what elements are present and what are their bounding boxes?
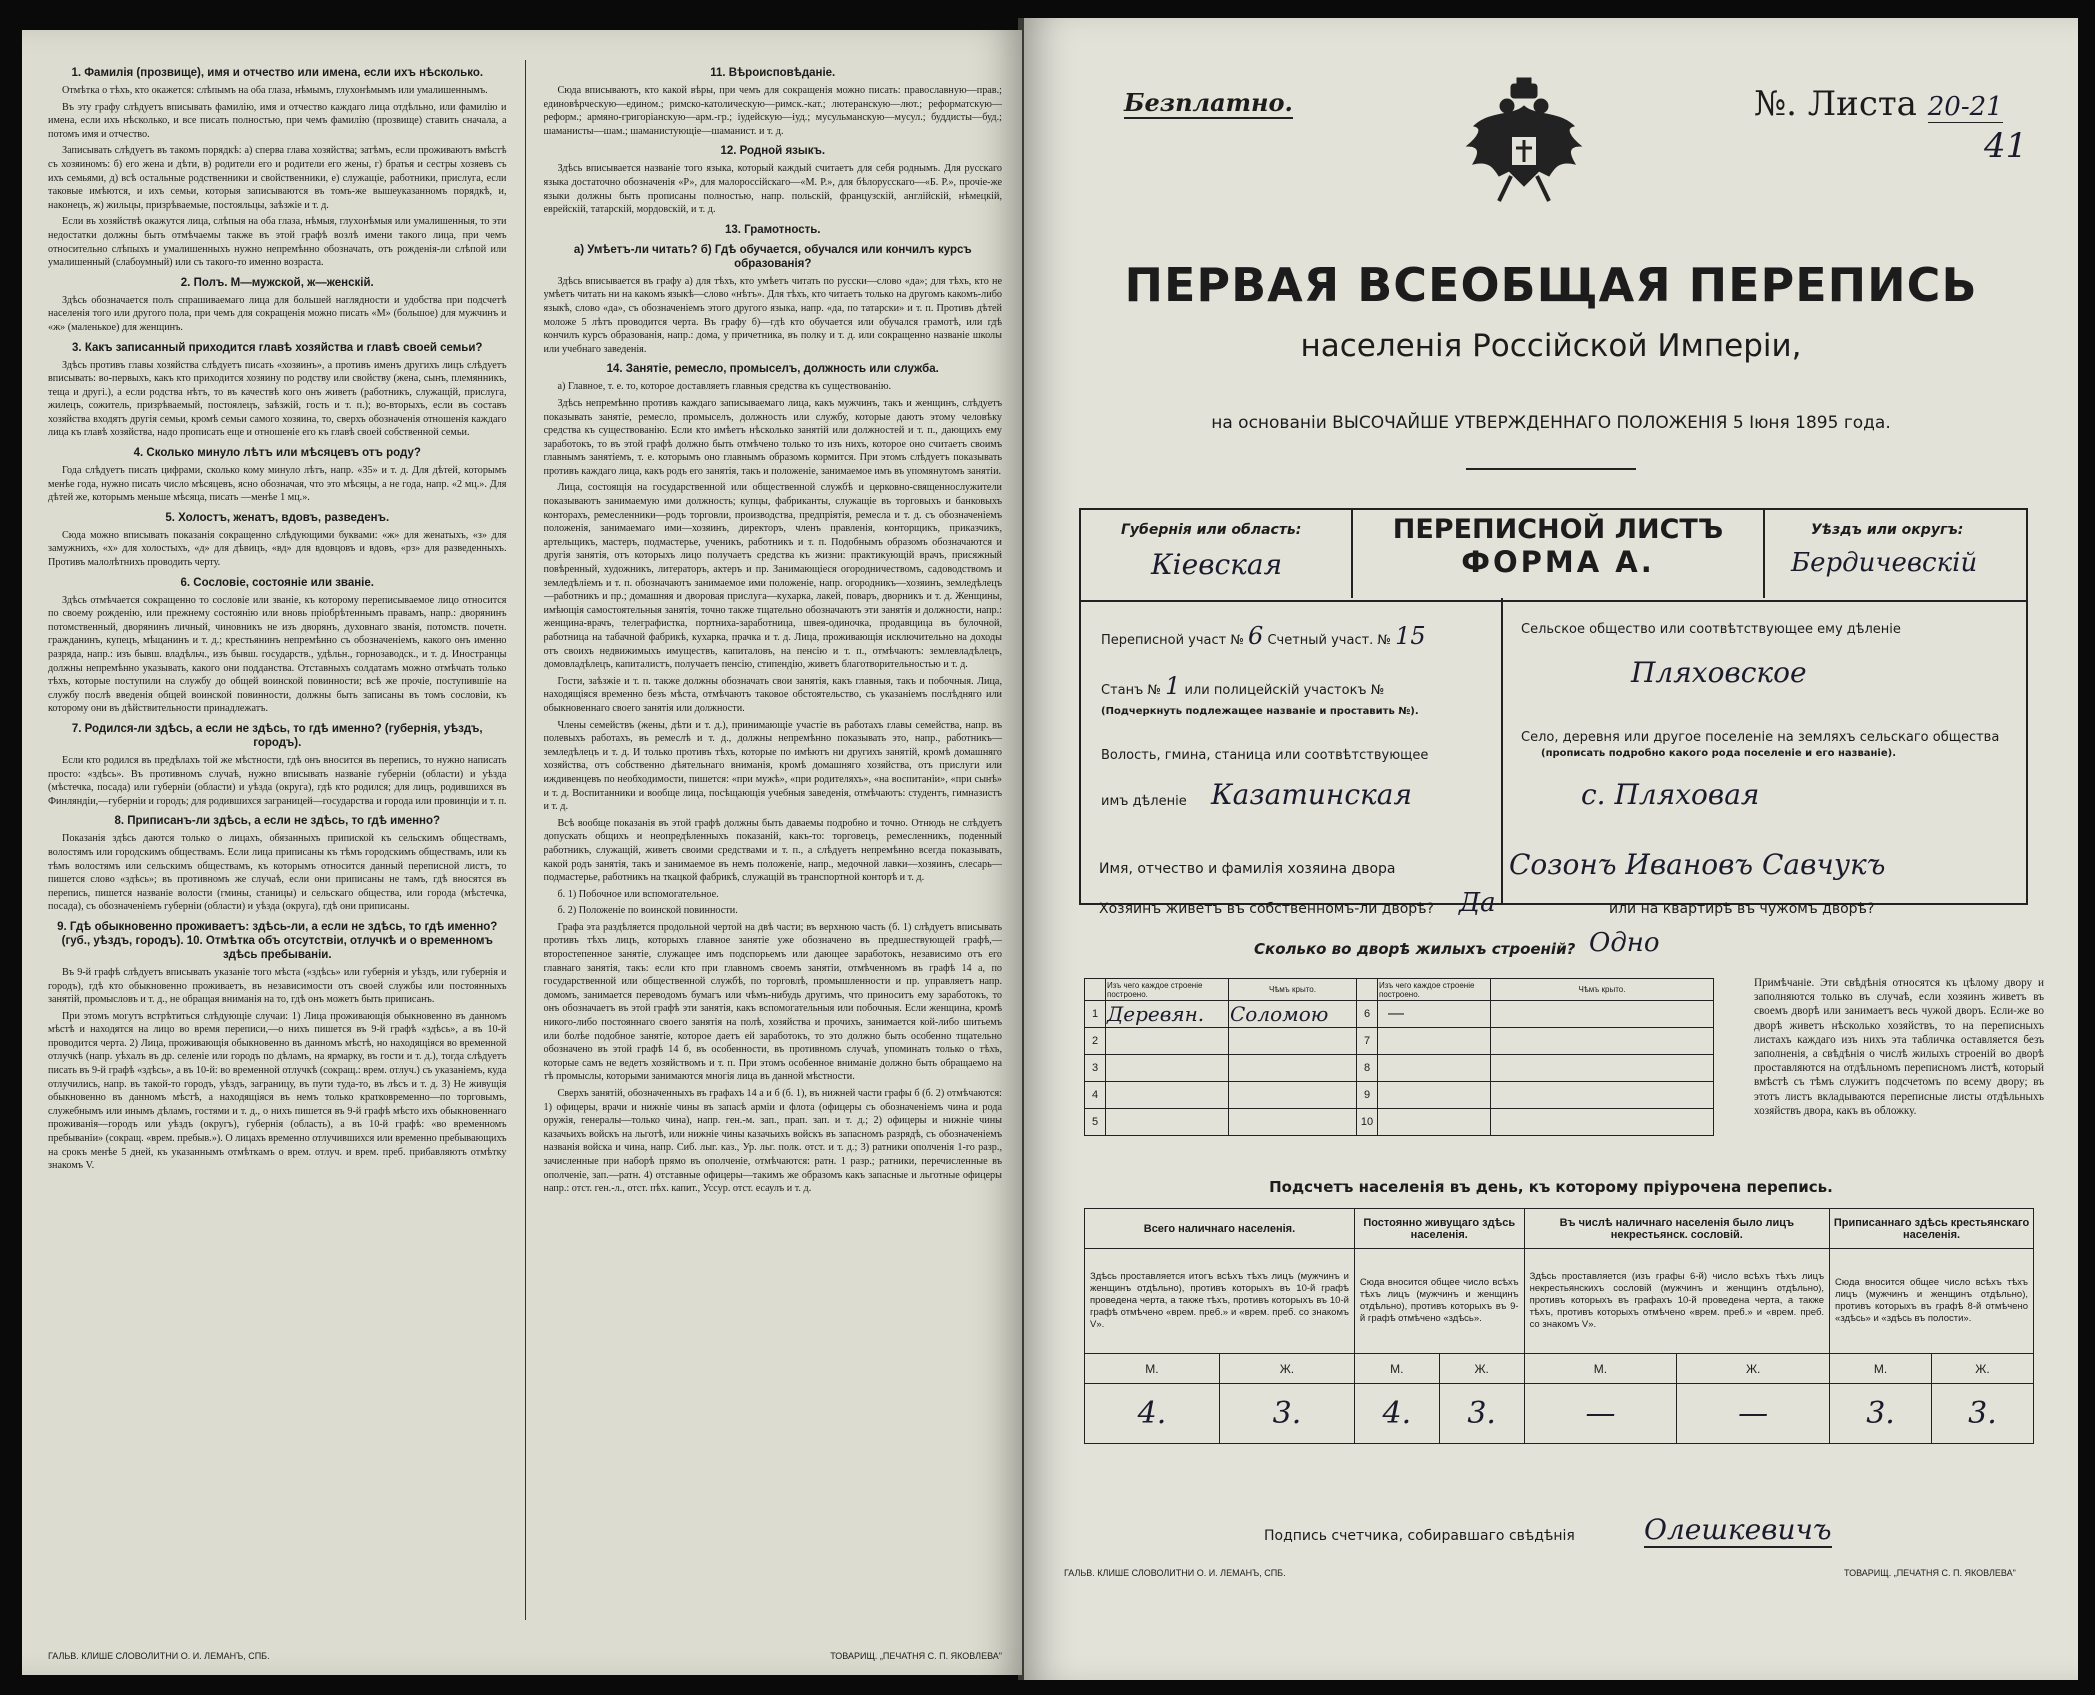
own-yard-value: Да <box>1459 888 1496 918</box>
count-col-description: Здѣсь проставляется (изъ графы 6-й) число всѣхъ тѣхъ лицъ некрестьянскихъ сословій (мужчинъ и женщинъ отдѣльно), противъ которыхъ въ графахъ 10-й проведена черта, а также тѣхъ, противъ которыхъ отмѣчено «врем. преб.» и «врем. преб. со знакомъ V». <box>1524 1249 1829 1354</box>
count-col-heading: Въ числѣ наличнаго населенія было лицъ некрестьянск. сословій. <box>1524 1209 1829 1249</box>
free-label: Безплатно. <box>1124 88 1293 117</box>
bld-built-cell <box>1106 1082 1229 1109</box>
instruction-paragraph: Графа эта раздѣляется продольной чертой на двѣ части; въ верхнюю часть (б. 1) слѣдуетъ вписывать противъ тѣхъ лицъ, которыхъ главное занятіе уже обозначено въ предшествующей графѣ,—второстепенное занятіе, служащее имъ подспорьемъ или дающее заработокъ, независимо отъ его главнаго занятія, такъ: если кто при главномъ своемъ занятіи, отмѣченномъ въ графѣ 14 а, по государственной или общественной службѣ, по торговлѣ, промышленности и пр. управляетъ напр. домомъ, занимается переводомъ бумагъ или чѣмъ-нибудь другимъ, что приноситъ ему заработокъ, то онъ обозначаетъ въ этой графѣ эти занятія, какъ вспомогательныя или побочныя. Если женщина, кромѣ никого-либо постояннаго своего занятія на полѣ, хозяйства и прочихъ, занимается кой-либо шитьемъ или болѣе подобное занятіе, которое даетъ ей заработокъ, то это должно быть особенно тщательно обозначено въ этой графѣ 14 б, въ особенности, въ противномъ случаѣ, упоминать только о тѣхъ, которые самъ не ведетъ хозяйствомъ и т. п. При этомъ особенное вниманіе должно быть обращаемо на тѣ промыслы, которыми занимаются многія лица въ данной мѣстности. <box>543 921 1002 1083</box>
table-row <box>1085 1109 1714 1136</box>
instruction-paragraph: Въ 9-й графѣ слѣдуетъ вписывать указаніе того мѣста («здѣсь» или губернія и уѣздъ, или губернія и городъ), гдѣ кто обыкновенно проживаетъ, въ независимости отъ своей службы или постоянныхъ занятій, промысловъ и т. д., не обращая вниманія на то, гдѣ онъ можетъ быть приписанъ. <box>48 966 507 1006</box>
instruction-heading: а) Умѣетъ-ли читать? б) Гдѣ обучается, обучался или кончилъ курсъ образованія? <box>573 243 972 270</box>
instruction-heading: 6. Сословіе, состояніе или званіе. <box>180 576 374 589</box>
guberniya-label: Губернія или область: <box>1121 522 1302 538</box>
bld-built-cell <box>1378 1109 1491 1136</box>
count-value: 3. <box>1439 1384 1524 1444</box>
obshchestvo-value: Пляховское <box>1631 656 1807 689</box>
instruction-heading: 7. Родился-ли здѣсь, а если не здѣсь, то гдѣ именно? (губернія, уѣздъ, городъ). <box>71 722 483 749</box>
bld-roof-cell <box>1229 1028 1357 1055</box>
male-column-label: М. <box>1354 1354 1439 1384</box>
own-yard-label: Хозяинъ живетъ въ собственномъ-ли дворѣ? <box>1099 901 1434 917</box>
bld-row-number: 6 <box>1357 1001 1378 1028</box>
volost-label-2: имъ дѣленіе <box>1101 794 1187 809</box>
bld-roof-cell <box>1491 1082 1714 1109</box>
uchastok-row <box>1101 622 1426 650</box>
left-footer-printer: ГАЛЬВ. КЛИШЕ СЛОВОЛИТНИ О. И. ЛЕМАНЪ, СПБ. <box>48 1651 270 1661</box>
bld-row-number: 9 <box>1357 1082 1378 1109</box>
instruction-paragraph: Здѣсь отмѣчается сокращенно то сословіе или званіе, къ которому переписываемое лицо относится по своему рожденію, или прежнему состоянію или вновь пріобрѣтеннымъ правамъ, напр.: дворянинъ потомственный, дворянинъ личный, чиновникъ не изъ дворянъ, духовнаго званія, потомств. почетн. гражданинъ, купецъ, мѣщанинъ и т. д.; крестьянинъ непремѣнно съ обозначеніемъ, какого онъ именно разряда, напр.: изъ бывш. владѣльч., изъ бывш. государств., удѣльн., горнозаводск., и т. д. Иностранцы должны непремѣнно указывать, какого они подданства. Отставныхъ солдатамъ можно отмѣчать только тѣхъ, которые поступили на службу до общей воинской повинности; всѣ же прочіе, поступившіе на службу послѣ введенія общей воинской повинности, должны быть записаны въ томъ сословіи, къ которому они въ дѣйствительности принадлежатъ. <box>48 594 507 715</box>
instruction-heading: 2. Полъ. М—мужской, ж—женскій. <box>180 276 374 289</box>
bld-built-cell <box>1106 1028 1229 1055</box>
stan-label: Станъ № <box>1101 683 1161 698</box>
count-value: 3. <box>1830 1384 1932 1444</box>
instruction-paragraph: Здѣсь непремѣнно противъ каждаго записываемаго лица, какъ мужчинъ, такъ и женщинъ, слѣдуетъ показывать занятіе, ремесло, промыселъ, должность или службу, которые даютъ этому человѣку средства къ существованію. Если кто имѣетъ нѣсколько занятій или должностей и т. п., дающихъ ему заработокъ, то въ этой графѣ должно быть отмѣчено только то изъ нихъ, которое оно считаетъ своимъ главнымъ занятіемъ, т. е. которымъ оно главнымъ образомъ кормится. При этомъ слѣдуетъ показывать противъ каждаго лица, какъ родъ его занятія, такъ и положеніе, занимаемое имъ въ упомянутомъ занятіи. <box>543 397 1002 477</box>
right-page-census-form <box>1024 18 2078 1680</box>
count-value: — <box>1524 1384 1677 1444</box>
sheet-number-label: №. Листа <box>1754 84 1917 124</box>
volost-label: Волость, гмина, станица или соотвѣтствующее <box>1101 748 1429 763</box>
instruction-paragraph: а) Главное, т. е. то, которое доставляетъ главныя средства къ существованію. <box>557 381 892 393</box>
count-col-description: Сюда вносится общее число всѣхъ тѣхъ лицъ (мужчинъ и женщинъ отдѣльно), противъ которыхъ въ графѣ 8-й отмѣчено «здѣсь» и «здѣсь въ полости». <box>1830 1249 2034 1354</box>
underline-note: (Подчеркнуть подлежащее названіе и проставить №). <box>1101 706 1419 717</box>
table-row <box>1085 1001 1714 1028</box>
sheet-number-field <box>1754 84 2003 124</box>
table-row <box>1085 1028 1714 1055</box>
location-divider <box>1501 598 1503 903</box>
count-col-description: Сюда вносится общее число всѣхъ тѣхъ лицъ (мужчинъ и женщинъ отдѣльно), противъ которыхъ въ 9-й графѣ отмѣчено «здѣсь». <box>1354 1249 1524 1354</box>
table-row <box>1085 1082 1714 1109</box>
obshchestvo-label: Сельское общество или соотвѣтствующее ему дѣленіе <box>1521 622 1901 637</box>
form-subtitle: населенія Россійской Имперіи, <box>1300 328 1802 364</box>
female-column-label: Ж. <box>1219 1354 1354 1384</box>
instruction-paragraph: Показанія здѣсь даются только о лицахъ, обязанныхъ припиской къ сельскимъ обществамъ, волостямъ или городскимъ обществамъ. Если лица приписаны къ тѣмъ городскимъ обществамъ, или къ тѣмъ волостямъ или сельскимъ обществамъ, къ которымъ относится данный переписной листъ, то пишется слово «здѣсь»; въ противномъ же случаѣ, если они приписаны не тамъ, гдѣ вносятся въ перепись, пишется названіе волости (гмины, станицы) и сельскаго общества, или города (мѣстечка, посада), съ обозначеніемъ губерніи (области) и уѣзда (округа), гдѣ они приписаны. <box>48 833 507 913</box>
instruction-paragraph: Отмѣтка о тѣхъ, кто окажется: слѣпымъ на оба глаза, нѣмымъ, глухонѣмымъ или умалишеннымъ. <box>62 85 488 96</box>
instruction-paragraph: Здѣсь вписывается въ графу а) для тѣхъ, кто умѣетъ читать по русски—слово «да»; для тѣхъ, кто не умѣетъ читать ни на какомъ языкѣ—слово «нѣтъ». Для тѣхъ, кто читаетъ только на другомъ какомъ-либо языкѣ, слово «да», съ обозначеніемъ этого другого языка, напр. «да, по татарски» и т. п. Противъ дѣтей моложе 5 лѣтъ проводится черта. Въ графу б)—гдѣ кто обучается или обучался грамотѣ, или гдѣ кончилъ курсъ образованія, напр.: дома, у причетника, въ полку и т. д. или сокращенно названіе школы или учебнаго заведенія. <box>543 275 1002 355</box>
instruction-paragraph: б. 2) Положеніе по воинской повинности. <box>557 905 738 917</box>
bld-roof-cell <box>1229 1082 1357 1109</box>
instruction-paragraph: Года слѣдуетъ писать цифрами, сколько кому минуло лѣтъ, напр. «35» и т. д. Для дѣтей, которымъ менѣе года, нужно писать число мѣсяцевъ, ясно обозначая, что это мѣсяцы, а не года, напр. «2 мц.». Для дѣтей же, которымъ меньше мѣсяца, писать —менѣе 1 мц.». <box>48 465 507 504</box>
instruction-paragraph: Сюда вписываютъ, кто какой вѣры, при чемъ для сокращенія можно писать: православную—прав.; единовѣрческую—едином.; римско-католическую—римск.-кат.; лютеранскую—лют.; реформатскую—реформ.; армяно-григоріанскую—арм.-гр.; іудейскую—іуд.; мусульманскую—мусул.; буддисты—буд.; шаманисты—шам.; шаманистующіе—шаманист. и т. д. <box>543 85 1002 137</box>
bld-row-number: 7 <box>1357 1028 1378 1055</box>
form-legal-basis: на основаніи ВЫСОЧАЙШЕ УТВЕРЖДЕННАГО ПОЛОЖЕНІЯ 5 Іюня 1895 года. <box>1211 413 1891 433</box>
selo-label: Село, деревня или другое поселеніе на земляхъ сельскаго общества <box>1521 730 2000 745</box>
male-column-label: М. <box>1830 1354 1932 1384</box>
signature-label: Подпись счетчика, собиравшаго свѣдѣнія <box>1264 1528 1575 1544</box>
uezd-label: Уѣздъ или округъ: <box>1811 522 1964 538</box>
ornament-divider <box>1466 468 1636 470</box>
bld-header-roof: Чѣмъ крыто. <box>1229 979 1357 1001</box>
instruction-paragraph: Если кто родился въ предѣлахъ той же мѣстности, гдѣ онъ вносится въ перепись, то нужно написать просто: «здѣсь». Въ противномъ случаѣ, нужно вписывать названіе губерніи (области) и уѣзда (мѣстечка, посада) или губерніи (области) и уѣзда (округа), гдѣ кто родился; для лицъ, родившихся въ Финляндіи,—губерніи и городъ; для родившихся заграницей—государства и города или провинціи и т. п. <box>48 754 507 807</box>
volost-value: Казатинская <box>1211 778 1412 811</box>
count-value: 3. <box>1931 1384 2033 1444</box>
instruction-paragraph: б. 1) Побочное или вспомогательное. <box>557 888 719 900</box>
instruction-heading: 8. Приписанъ-ли здѣсь, а если не здѣсь, то гдѣ именно? <box>114 815 441 828</box>
instruction-paragraph: Сверхъ занятій, обозначенныхъ въ графахъ 14 а и б (б. 1), въ нижней части графы б (б. 2) отмѣчаются: 1) офицеры, врачи и нижніе чины въ запасѣ арміи и флота (офицеры съ обозначеніемъ чина и рода оружія, генералы—только чина), напр. ген.-м. зап., прап. зап. и т. д.; 2) офицеры и нижніе чины казачьихъ войскъ на льготѣ, или нижніе чины казачьихъ войскъ въ запасномъ разрядѣ, съ обозначеніемъ названія войска и чина, напр. Сиб. лыг. каз., Ур. льг. полк. отст. и т. д.; 3) ратники ополченія 1-го разр., зачисленные при наборѣ прямо въ ополченіе, отмѣчаются: ратн. 1 разр.; ратники, перечисленные въ ополченіе, зап.—ратн. 4) отставные офицеры—такимъ же образомъ какъ запасные и льготные офицеры напр.: отст. ген.-л., отст. пѣх. капит., Уссур. отст. есаулъ и т. д. <box>543 1088 1002 1195</box>
instruction-heading: 3. Какъ записанный приходится главѣ хозяйства и главѣ своей семьи? <box>72 341 483 354</box>
bld-row-number: 5 <box>1085 1109 1106 1136</box>
count-col-heading: Постоянно живущаго здѣсь населенія. <box>1354 1209 1524 1249</box>
instruction-paragraph: Записывать слѣдуетъ въ такомъ порядкѣ: а) сперва глава хозяйства; затѣмъ, если проживаютъ вмѣстѣ съ хозяиномъ: б) его жена и дѣти, в) родители его и родители его жены, г) братья и сестры хозяевъ съ ихъ семьями, д) всѣ остальные родственники и свойственники, е) служащіе, работники, прислуга, если таковые имѣются, и ихъ семьи, которыя записываются въ томъ-же вышеуказанномъ порядкѣ, и, наконецъ, ж) жильцы, призрѣваемые, постояльцы, заѣзжіе и т. д. <box>48 145 507 211</box>
bld-built-cell <box>1106 1109 1229 1136</box>
bld-roof-cell <box>1491 1001 1714 1028</box>
instruction-paragraph: При этомъ могутъ встрѣтиться слѣдующіе случаи: 1) Лица проживающія обыкновенно въ данномъ мѣстѣ и находятся на лицо во время переписи,—о нихъ пишется въ 9-й графѣ «здѣсь», а въ 10-й проводится черта. 2) Лица, проживающія обыкновенно въ данномъ мѣстѣ, но находящіяся во временной отлучкѣ (напр. уѣхалъ въ др. селеніе или городъ по дѣламъ, на ярмарку, въ гости и т. д.), тогда слѣдуетъ писать въ 9-й графѣ «здѣсь», а въ 10-й: во временной отлучкѣ (сокращ.: врем. отлуч.) съ указаніемъ, куда отлучились, напр. въ такой-то городъ, уѣздъ, заграницу, въ пути туда-то, въ лѣсъ и т. д. 3) Не живущія обыкновенно въ данномъ мѣстѣ, а находящіяся въ немъ только кратковременно—по торговымъ, служебнымъ или инымъ дѣламъ, гостями и т. д., о нихъ пишется въ 9-й графѣ мѣсто ихъ обыкновеннаго проживанія—городъ или уѣздъ (округъ), губернія (область), а въ 10-й графѣ: «во временномъ пребываніи» (сокращ. «врем. пребыв.»). О лицахъ временно отлучившихся или временно пребывающихъ на срокъ менѣе 5 дней, къ указаннымъ отмѣткамъ о врем. отлуч. и врем. преб. прибавляютъ отмѣтку знакомъ V. <box>48 1010 507 1172</box>
population-count-table <box>1084 1208 2034 1444</box>
count-col-description: Здѣсь проставляется итогъ всѣхъ тѣхъ лицъ (мужчинъ и женщинъ отдѣльно), противъ которыхъ въ 10-й графѣ проведена черта, а также тѣхъ, противъ которыхъ въ 10-й графѣ отмѣчено «врем. преб.» и «врем. преб. со знакомъ V». <box>1085 1249 1355 1354</box>
count-value: 3. <box>1219 1384 1354 1444</box>
instruction-paragraph: Сюда можно вписывать показанія сокращенно слѣдующими буквами: «ж» для женатыхъ, «з» для замужнихъ, «х» для холостыхъ, «д» для дѣвицъ, «вд» для вдовцовъ и вдовъ, «рз» для разведенныхъ. Противъ малолѣтнихъ проводить черту. <box>48 529 507 569</box>
guberniya-value: Кіевская <box>1151 548 1283 581</box>
female-column-label: Ж. <box>1931 1354 2033 1384</box>
bld-roof-cell <box>1491 1028 1714 1055</box>
rent-label: или на квартирѣ въ чужомъ дворѣ? <box>1609 901 1875 917</box>
instruction-heading: 14. Занятіе, ремесло, промыселъ, должность или служба. <box>606 363 939 376</box>
bld-row-number: 2 <box>1085 1028 1106 1055</box>
count-value: 4. <box>1085 1384 1220 1444</box>
form-title: ПЕРВАЯ ВСЕОБЩАЯ ПЕРЕПИСЬ <box>1124 258 1978 312</box>
instruction-paragraph: Всѣ вообще показанія въ этой графѣ должны быть даваемы подробно и точно. Отнюдь не слѣдуетъ допускать общихъ и неопредѣленныхъ показаній, какъ-то: торговецъ, ремесленникъ, поденный работникъ, служащій, живетъ своими средствами и т. п., а слѣдуетъ непремѣнно всегда показывать, какой родъ занятія, такъ и занимаемое въ немъ положеніе, напр., медочной лавки—хозяинъ, слесарь—подмастерье, работникъ на ткацкой фабрикѣ, служащій въ транспортной конторѣ и т. д. <box>543 817 1002 884</box>
bld-built-cell: — <box>1378 1001 1491 1028</box>
form-title-line2: ФОРМА А. <box>1461 545 1655 579</box>
left-page-instructions <box>22 30 1022 1675</box>
bld-built-cell <box>1378 1055 1491 1082</box>
bld-built-cell <box>1378 1082 1491 1109</box>
bld-roof-cell <box>1229 1109 1357 1136</box>
bld-built-cell <box>1378 1028 1491 1055</box>
instruction-heading: 5. Холостъ, женатъ, вдовъ, разведенъ. <box>165 511 390 524</box>
form-title-box <box>1351 508 1765 598</box>
buildings-note: Примѣчаніе. Эти свѣдѣнія относятся къ цѣлому двору и заполняются только въ случаѣ, если хозяинъ живетъ въ своемъ дворѣ или занимаетъ весь чужой дворъ. Если-же во дворѣ живетъ нѣсколько хозяйствъ, то на переписныхъ листахъ каждаго изъ нихъ эта табличка оставляется безъ заполненія, а свѣдѣнія о числѣ жилыхъ строеній во дворѣ проставляются на отдѣльномъ переписномъ листѣ, который вмѣстѣ съ тѣмъ служитъ подсчетомъ по всему двору; въ этотъ листъ вкладываются переписные листы отдѣльныхъ хозяйствъ двора, какъ въ обложку. <box>1754 977 2044 1117</box>
instruction-heading: 12. Родной языкъ. <box>720 145 826 158</box>
instruction-paragraph: Здѣсь противъ главы хозяйства слѣдуетъ писать «хозяинъ», а противъ именъ другихъ лицъ слѣдуетъ вписывать: во-первыхъ, какъ кто приходится хозяину по родству или свойству (жена, сынъ, племянникъ, теща и другі.), а если родства нѣтъ, то въ качествѣ кого онъ живетъ (работникъ, служащій, прислуга, жилецъ, сожитель, призрѣваемый, постоялецъ, заѣзжій, гость и т. п.); во-вторыхъ, если въ составъ хозяйства входятъ другія семьи, кромѣ семьи самого хозяина, то, сверхъ обозначенія отношенія каждаго лица къ главѣ хозяйства, надо прописать еще и отношеніе его къ главѣ своей собственной семьи. <box>48 359 507 439</box>
police-label: или полицейскій участокъ № <box>1184 683 1385 698</box>
count-title: Подсчетъ населенія въ день, къ которому пріурочена перепись. <box>1269 1178 1833 1196</box>
uchastok-label: Переписной участ № <box>1101 633 1244 648</box>
count-value: — <box>1677 1384 1830 1444</box>
bld-roof-cell <box>1229 1055 1357 1082</box>
bld-row-number: 4 <box>1085 1082 1106 1109</box>
female-column-label: Ж. <box>1439 1354 1524 1384</box>
form-title-line1: ПЕРЕПИСНОЙ ЛИСТЪ <box>1392 514 1724 545</box>
bld-header-built-2: Изъ чего каждое строеніе построено. <box>1378 979 1491 1001</box>
instruction-heading: 13. Грамотность. <box>724 223 821 236</box>
instructions-column-1 <box>48 60 507 1620</box>
male-column-label: М. <box>1085 1354 1220 1384</box>
male-column-label: М. <box>1524 1354 1677 1384</box>
selo-value: с. Пляховая <box>1581 778 1760 811</box>
corner-handwritten-mark: 41 <box>1984 126 2028 166</box>
bld-roof-cell: Соломою <box>1229 1001 1357 1028</box>
instruction-heading: 9. Гдѣ обыкновенно проживаетъ: здѣсь-ли, а если не здѣсь, то гдѣ именно? (губ., уѣздъ, городъ). 10. Отмѣтка объ отсутствіи, отлучкѣ и о временномъ здѣсь пребываніи. <box>57 920 498 961</box>
right-footer-printer: ГАЛЬВ. КЛИШЕ СЛОВОЛИТНИ О. И. ЛЕМАНЪ, СПБ. <box>1064 1568 1286 1578</box>
stan-row <box>1101 672 1384 700</box>
instruction-paragraph: Въ эту графу слѣдуетъ вписывать фамилію, имя и отчество каждаго лица отдѣльно, или фамилію и имена, если ихъ нѣсколько, и все писать полностью, при чемъ фамилію (прозвище) ставить сначала, а потомъ имя и отчество. <box>48 101 507 140</box>
instruction-paragraph: Лица, состоящія на государственной или общественной службѣ и церковно-священнослужители показываютъ занимаемую ими должность; купцы, фабриканты, служащіе въ торговыхъ и банковыхъ конторахъ, ремесленники—родъ торговли, производства, предпріятія, ремесла и т. д. съ обозначеніемъ положенія, занимаемаго ими—хозяинъ, директоръ, членъ правленія, конторщикъ, приказчикъ, артельщикъ, мастеръ, подмастерье, ученикъ, работникъ и т. п. Подобнымъ образомъ обозначаются и другія занятія, отъ которыхъ лицо получаетъ средства къ жизни: практикующій врачъ, присяжный повѣренный, художникъ, литераторъ, актеръ и пр. Занимающіеся огородничествомъ, садоводствомъ и земледѣліемъ и т. п. обозначаютъ занимаемое ими положеніе, напр. огородникъ—хозяинъ, земледѣлецъ—работникъ и пр.; домашняя и дворовая прислуга—кухарка, лакей, поваръ, дворникъ и т. д. Женщины, имѣющія самостоятельныя занятія, точно также тщательно обозначаютъ эти занятія и должности, напр.: женщина-врачъ, телеграфистка, портниха-заработница, швея-одиночка, продавщица въ булочной, работница на табачной фабрикѣ, кухарка, прачка и т. д. Лица, проживающія исключительно на доходы отъ своихъ недвижимыхъ имуществъ, капиталовъ, на пенсію и т. п., отмѣчаютъ: землевладѣлецъ, домовладѣлецъ, капиталистъ, получаетъ пенсію, стипендію, живетъ благотворительностью и т. д. <box>543 482 1002 671</box>
bld-built-cell: Деревян. <box>1106 1001 1229 1028</box>
bld-row-number: 1 <box>1085 1001 1106 1028</box>
bld-row-number: 3 <box>1085 1055 1106 1082</box>
schet-value: 15 <box>1395 622 1426 650</box>
instruction-heading: 1. Фамилія (прозвище), имя и отчество или имена, если ихъ нѣсколько. <box>71 67 484 79</box>
bld-roof-cell <box>1491 1055 1714 1082</box>
count-value: 4. <box>1354 1384 1439 1444</box>
sheet-number-value: 20-21 <box>1927 92 2003 122</box>
instruction-paragraph: Здѣсь вписывается названіе того языка, который каждый считаетъ для себя роднымъ. Для русскаго языка достаточно обозначенія «Р», для малороссійскаго—«М. Р.», для бѣлорусскаго—«Б. Р.», прочіе-же языки должны быть прописаны полностью, напр. польскій, французскій, англійскій, нѣмецкій, еврейскій, татарскій, мордовскій, и т. д. <box>543 163 1002 216</box>
female-column-label: Ж. <box>1677 1354 1830 1384</box>
bld-row-number: 8 <box>1357 1055 1378 1082</box>
header-box <box>1079 508 2028 602</box>
bld-header-built: Изъ чего каждое строеніе построено. <box>1106 979 1229 1001</box>
schet-label: Счетный участ. № <box>1267 633 1391 648</box>
left-footer-press: ТОВАРИЩ. „ПЕЧАТНЯ С. П. ЯКОВЛЕВА" <box>830 1651 1002 1661</box>
buildings-table <box>1084 978 1714 1136</box>
buildings-label: Сколько во дворѣ жилыхъ строеній? <box>1254 940 1576 958</box>
instruction-paragraph: Гости, заѣзжіе и т. п. также должны обозначать свои занятія, какъ главныя, такъ и побочныя. Лица, находящіяся временно безъ мѣста, отмѣчаютъ таковое обстоятельство, съ указаніемъ послѣдняго или обыкновеннаго своего занятія или должности. <box>543 675 1002 714</box>
selo-note: (прописать подробно какого рода поселеніе и его названіе). <box>1541 748 1897 759</box>
table-row <box>1085 1055 1714 1082</box>
instructions-column-2 <box>544 60 1003 1620</box>
uezd-value: Бердичевскій <box>1791 548 1978 578</box>
right-footer-press: ТОВАРИЩ. „ПЕЧАТНЯ С. П. ЯКОВЛЕВА" <box>1844 1568 2016 1578</box>
bld-built-cell <box>1106 1055 1229 1082</box>
uchastok-value: 6 <box>1248 622 1264 650</box>
signature-value: Олешкевичъ <box>1644 1513 1832 1546</box>
column-divider <box>525 60 526 1620</box>
count-col-heading: Всего наличнаго населенія. <box>1085 1209 1355 1249</box>
instruction-paragraph: Если въ хозяйствѣ окажутся лица, слѣпыя на оба глаза, нѣмыя, глухонѣмыя или умалишенныя, то эти недостатки должны быть отмѣчаемы также въ этой графѣ возлѣ имени такого лица, при чемъ относительно слѣпыхъ и умалишенныхъ нужно непремѣнно обозначать, отъ рожденія-ли слѣпой или умалишенный (слабоумный) или съ такого-то именно возраста. <box>48 216 507 269</box>
instruction-heading: 11. Вѣроисповѣданіе. <box>710 67 836 79</box>
instruction-paragraph: Здѣсь обозначается полъ спрашиваемаго лица для большей наглядности и удобства при подсчетѣ населенія того или другого пола, при чемъ для сокращенія можно писать «М» (большое) для мужчинъ и «ж» (маленькое) для женщинъ. <box>48 294 507 333</box>
instruction-paragraph: Члены семействъ (жены, дѣти и т. д.), принимающіе участіе въ работахъ главы семейства, напр. въ полевыхъ работахъ, въ ремеслѣ и т. д., должны непремѣнно показывать это, напр., работникъ—земледѣлецъ и т. д. И только противъ тѣхъ, которые по имѣютъ ни другихъ занятій, кромѣ домашняго хозяйства, отъ собственно дѣятельнаго вниманія, кромѣ домашняго хозяйства, отъ прислуги или иждивенцевъ по необходимости, пишется: «при мужѣ», «при родителяхъ», «на воспитаніи», «при сынѣ» и т. д. Воспитанники и вообще лица, посѣщающія учебныя заведенія, отмѣчаютъ: студентъ, гимназистъ и т. д. <box>543 719 1002 813</box>
imperial-eagle-emblem <box>1459 76 1589 216</box>
bld-roof-cell <box>1491 1109 1714 1136</box>
instruction-heading: 4. Сколько минуло лѣтъ или мѣсяцевъ отъ роду? <box>133 447 421 460</box>
bld-row-number: 10 <box>1357 1109 1378 1136</box>
owner-label: Имя, отчество и фамилія хозяина двора <box>1099 861 1396 877</box>
stan-value: 1 <box>1165 672 1181 700</box>
bld-header-roof-2: Чѣмъ крыто. <box>1491 979 1714 1001</box>
buildings-value: Одно <box>1589 928 1660 958</box>
owner-value: Созонъ Ивановъ Савчукъ <box>1509 848 1886 881</box>
count-col-heading: Приписаннаго здѣсь крестьянскаго населенія. <box>1830 1209 2034 1249</box>
